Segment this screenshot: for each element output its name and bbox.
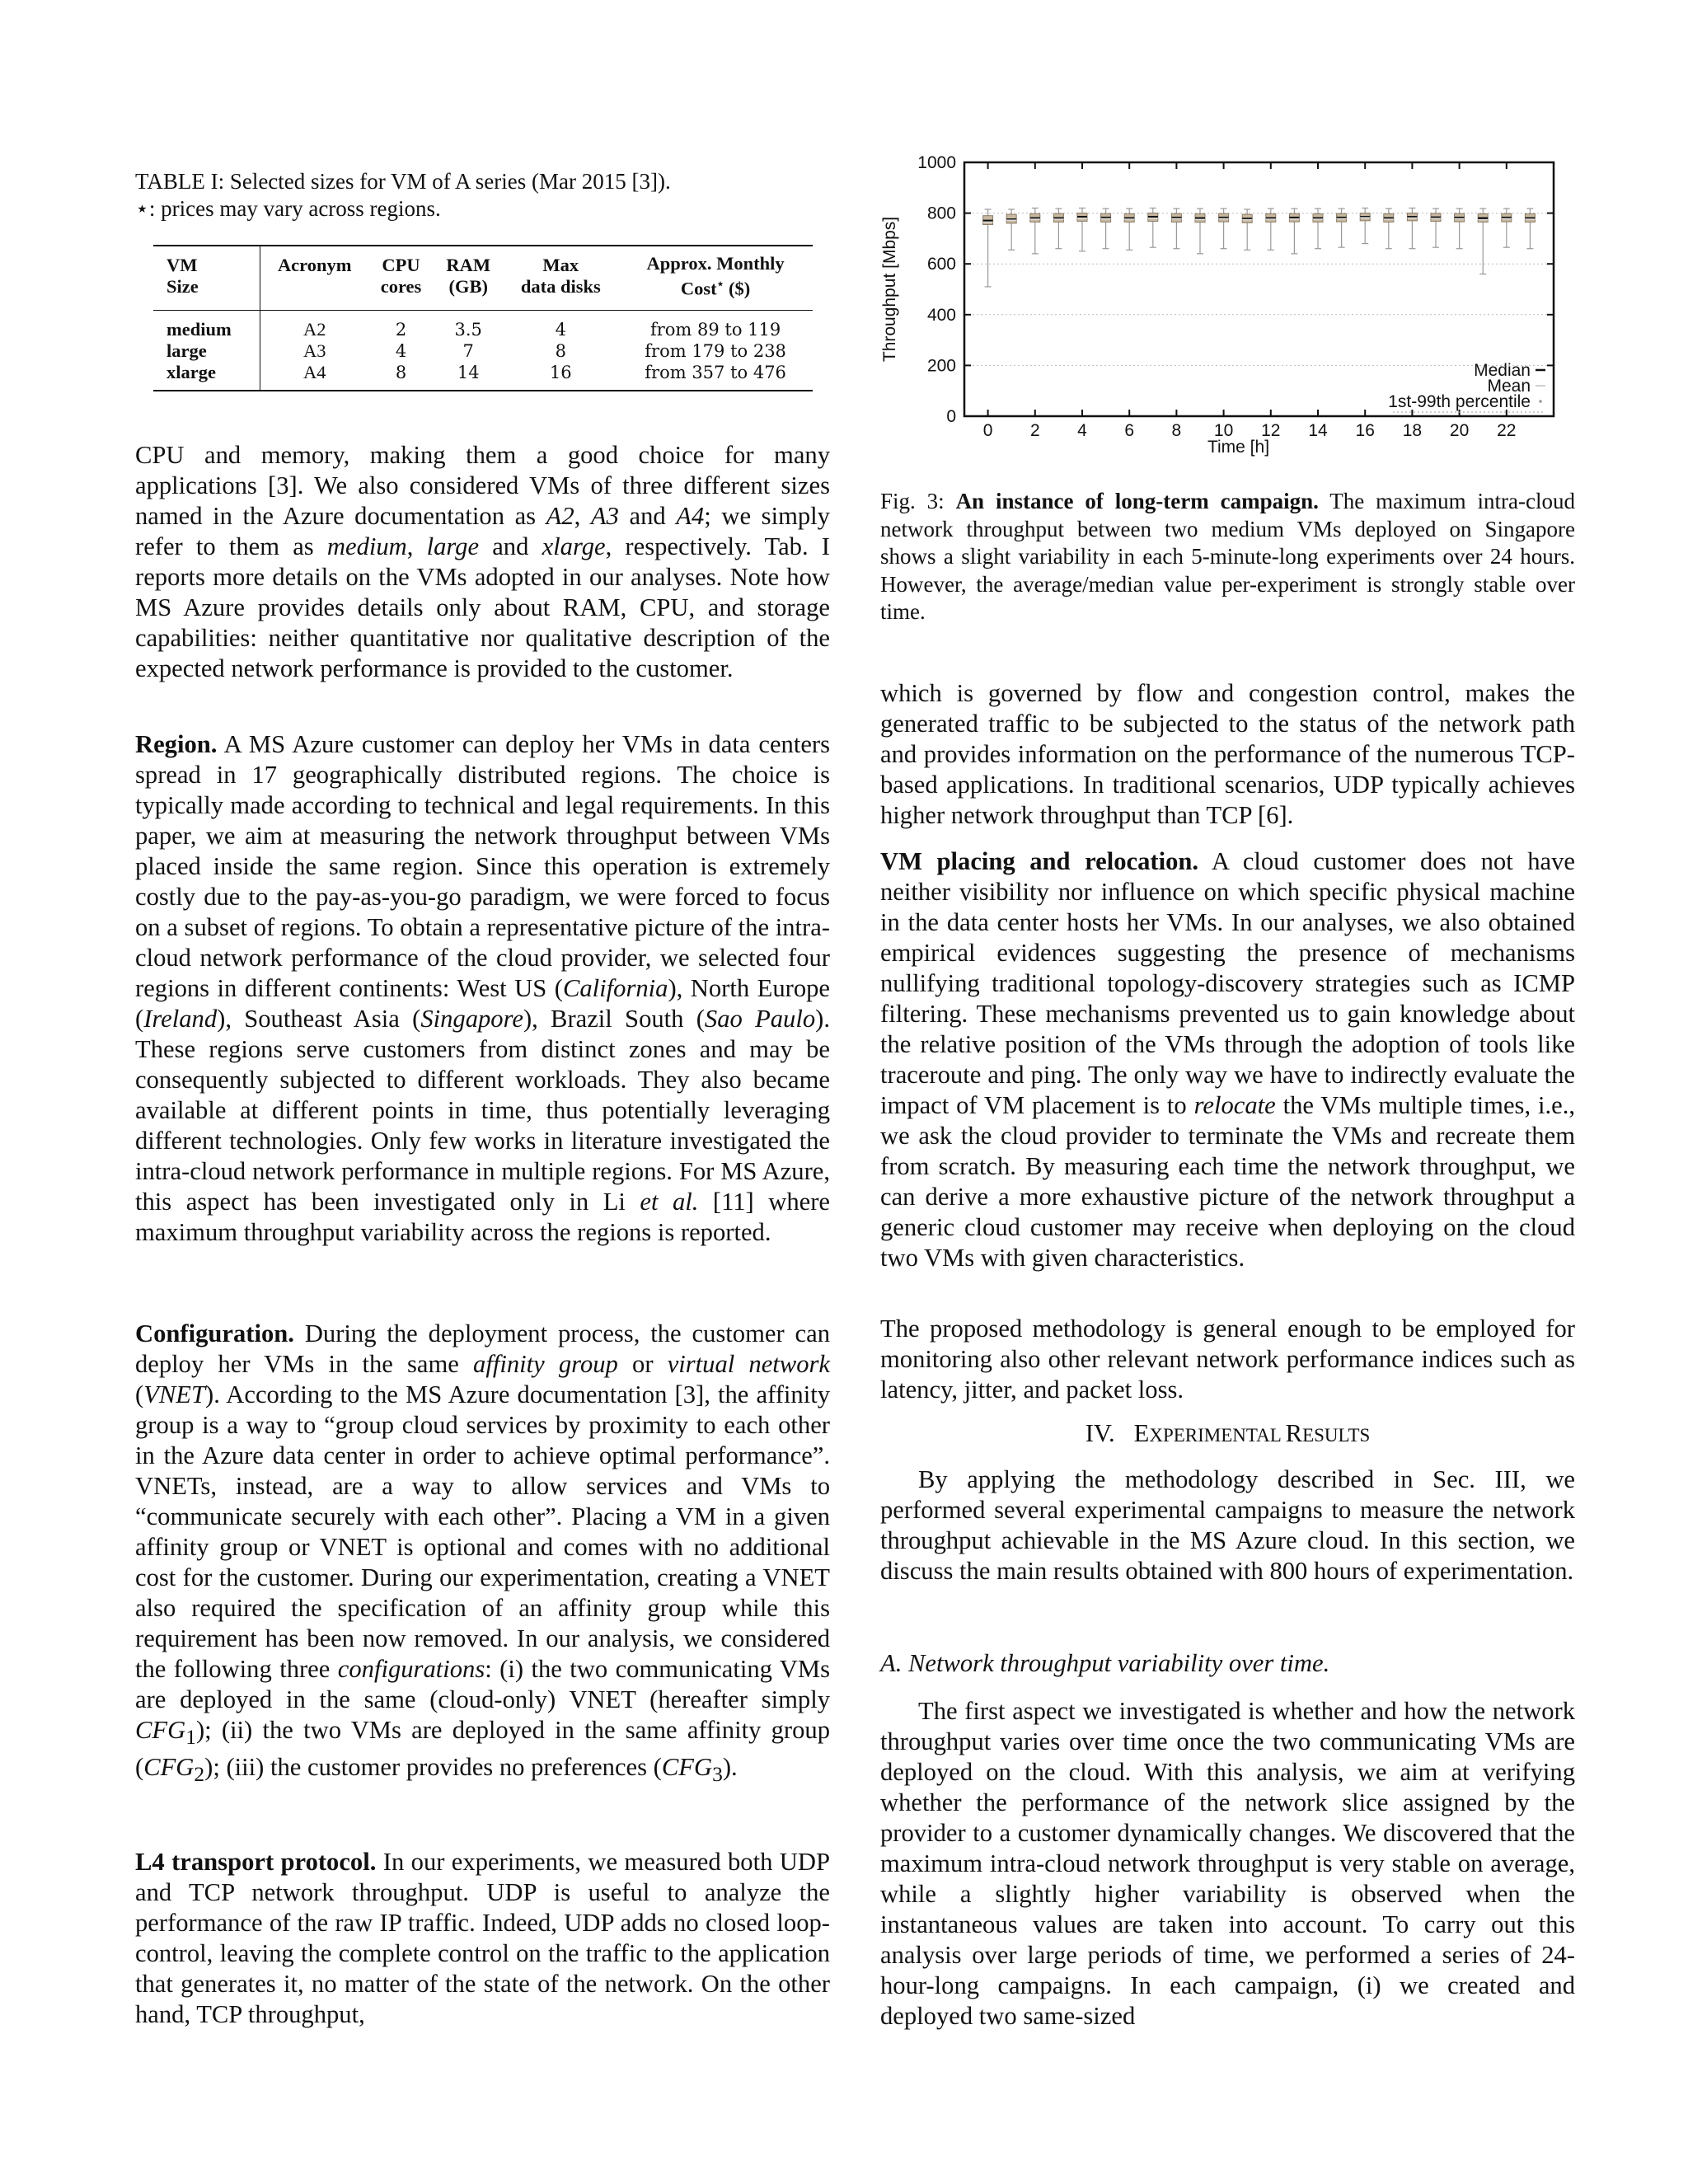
figure-3-caption: Fig. 3: An instance of long-term campaign. The maximum intra-cloud network throughput between two medium VMs deployed on Singapore shows a slight variability in each 5-minute-long experiments over 24 hours. However, the average/median value per-experiment is strongly stable over time.	[880, 489, 1575, 624]
cell-disks: 8	[555, 340, 566, 361]
paragraph-configuration: Configuration. During the deployment process, the customer can deploy her VMs in the same affinity group or virtual network (VNET). According to the MS Azure documentation [3], the affinity group is a way to “group cloud services by proximity to each other in the Azure data center in order to achieve optimal performance”. VNETs, instead, are a way to allow services and VMs to “communicate securely with each other”. Placing a VM in a given affinity group or VNET is optional and comes with no additional cost for the customer. During our experimentation, creating a VNET also required the specification of an affinity group while this requirement has been now removed. In our analysis, we considered the following three configurations: (i) the two communicating VMs are deployed in the same (cloud-only) VNET (hereafter simply $CFG_1$); (ii) the two VMs are deployed in the same affinity group $(CFG_2)$; (iii) the customer provides no preferences $(CFG_3)$.	[135, 1319, 830, 1787]
cell-disks: 16	[549, 362, 572, 382]
th-max-disks: Max data disks	[520, 255, 601, 298]
x-tick-label: 2	[1029, 421, 1040, 440]
y-tick-label: 200	[926, 356, 956, 376]
table-row	[153, 310, 813, 340]
th-vm-size: VM Size	[153, 246, 260, 310]
y-tick-label: 800	[926, 204, 956, 223]
configuration-heading: Configuration.	[135, 1319, 294, 1347]
x-tick-label: 22	[1497, 421, 1517, 440]
cell-cpu: 2	[395, 319, 407, 340]
plot-frame	[964, 162, 1554, 416]
paragraph-methodology: The proposed methodology is general enough to be employed for monitoring also other relevant network performance indices such as latency, jitter, and packet loss.	[880, 1315, 1575, 1404]
th-cpu: CPU cores	[380, 255, 422, 298]
vm-placing-heading: VM placing and relocation.	[880, 847, 1199, 875]
legend-label: 1st-99th percentile	[1388, 392, 1531, 411]
th-ram: RAM (GB)	[446, 255, 491, 298]
cell-size: large	[153, 340, 260, 362]
x-tick-label: 6	[1124, 421, 1135, 440]
y-tick-label: 400	[926, 305, 956, 325]
paragraph-variability: The first aspect we investigated is whether and how the network throughput varies over time once the two communicating VMs are deployed on the cloud. With this analysis, we aim at verifying whether the performance of the network slice assigned by the provider to a customer dynamically changes. We discovered that the maximum intra-cloud network throughput is very stable on average, while a slightly higher variability is observed when the instantaneous values are taken into account. To carry out this analysis over large periods of time, we performed a series of 24-hour-long campaigns. In each campaign, (i) we created and deployed two same-sized	[880, 1697, 1575, 2030]
legend-label: Median	[1474, 361, 1531, 380]
x-tick-label: 10	[1213, 421, 1234, 440]
paragraph-vm-placing: VM placing and relocation. A cloud customer does not have neither visibility nor influence on which specific physical machine in the data center hosts her VMs. In our analyses, we also obtained empirical evidences suggesting the presence of mechanisms nullifying traditional topology-discovery strategies such as ICMP filtering. These mechanisms prevented us to gain knowledge about the relative position of the VMs through the adoption of tools like traceroute and ping. The only way we have to indirectly evaluate the impact of VM placement is to relocate the VMs multiple times, i.e., we ask the cloud provider to terminate the VMs and recreate them from scratch. By measuring each time the network throughput, we can derive a more exhaustive picture of the network throughput a generic cloud customer may receive when deploying on the cloud two VMs with given characteristics.	[880, 847, 1575, 1272]
legend-label: Mean	[1487, 377, 1531, 396]
throughput-boxplot	[874, 148, 1574, 462]
cell-disks: 4	[555, 319, 566, 340]
cell-cost: from 89 to 119	[649, 319, 781, 340]
x-tick-label: 4	[1077, 421, 1087, 440]
table-caption	[135, 168, 830, 223]
legend-swatch	[1539, 400, 1542, 403]
cell-ram: 3.5	[454, 319, 482, 340]
table-caption-line1: TABLE I: Selected sizes for VM of A series (Mar 2015 [3]).	[135, 169, 671, 194]
cell-acronym: A2	[302, 318, 326, 340]
paragraph-vm-sizes: CPU and memory, making them a good choice for many applications [3]. We also considered VMs of three different sizes named in the Azure documentation as A2, A3 and A4; we simply refer to them as medium, large and xlarge, respectively. Tab. I reports more details on the VMs adopted in our analyses. Note how MS Azure provides details only about RAM, CPU, and storage capabilities: neither quantitative nor qualitative description of the expected network performance is provided to the customer.	[135, 441, 830, 682]
th-acronym: Acronym	[277, 255, 352, 276]
x-tick-label: 8	[1171, 421, 1182, 440]
cell-size: medium	[153, 310, 260, 340]
subsection-heading-a: A. Network throughput variability over time.	[880, 1649, 1330, 1677]
section-heading-iv: IV. EXPERIMENTAL RESULTS	[1085, 1419, 1371, 1447]
paragraph-region: Region. A MS Azure customer can deploy her VMs in data centers spread in 17 geographically distributed regions. The choice is typically made according to technical and legal requirements. In this paper, we aim at measuring the network throughput between VMs placed inside the same region. Since this operation is extremely costly due to the pay-as-you-go paradigm, we were forced to focus on a subset of regions. To obtain a representative picture of the intra-cloud network performance of the cloud provider, we selected four regions in different continents: West US (California), North Europe (Ireland), Southeast Asia (Singapore), Brazil South (Sao Paulo). These regions serve customers from distinct zones and may be consequently subjected to different workloads. They also became available at different points in time, thus potentially leveraging different technologies. Only few works in literature investigated the intra-cloud network performance in multiple regions. For MS Azure, this aspect has been investigated only in Li et al. [11] where maximum throughput variability across the regions is reported.	[135, 730, 831, 1246]
cell-ram: 14	[457, 362, 480, 382]
y-tick-label: 0	[946, 407, 956, 426]
x-tick-label: 20	[1449, 421, 1470, 440]
y-axis-label: Throughput [Mbps]	[880, 216, 899, 363]
figure-3-chart	[874, 148, 1574, 462]
table-row	[153, 362, 813, 391]
table-header-row	[153, 246, 813, 310]
paragraph-l4-protocol: L4 transport protocol. In our experiments, we measured both UDP and TCP network throughput. UDP is useful to analyze the performance of the raw IP traffic. Indeed, UDP adds no closed loop-control, leaving the complete control on the traffic to the application that generates it, no matter of the state of the network. On the other hand, TCP throughput,	[135, 1848, 830, 2028]
paragraph-tcp: which is governed by flow and congestion control, makes the generated traffic to be subjected to the status of the network path and provides information on the performance of the numerous TCP-based applications. In traditional scenarios, UDP typically achieves higher network throughput than TCP [6].	[880, 679, 1575, 829]
x-tick-label: 14	[1308, 421, 1328, 440]
cell-acronym: A4	[302, 361, 326, 382]
y-tick-label: 600	[926, 255, 956, 274]
l4-heading: L4 transport protocol.	[135, 1848, 377, 1876]
table-row	[153, 340, 813, 362]
x-tick-label: 18	[1402, 421, 1423, 440]
paragraph-section-iv: By applying the methodology described in Sec. III, we performed several experimental campaigns to measure the network throughput achievable in the MS Azure cloud. In this section, we discuss the main results obtained with 800 hours of experimentation.	[880, 1465, 1575, 1585]
cell-ram: 7	[462, 340, 474, 361]
x-tick-label: 12	[1261, 421, 1281, 440]
th-cost: Approx. Monthly Cost⋆ ($)	[646, 253, 785, 299]
cell-cost: from 357 to 476	[645, 362, 786, 382]
cell-acronym: A3	[302, 340, 326, 361]
cell-cpu: 4	[395, 340, 407, 361]
x-tick-label: 0	[982, 421, 993, 440]
x-tick-label: 16	[1355, 421, 1375, 440]
vm-sizes-table	[153, 245, 813, 391]
y-tick-label: 1000	[917, 153, 956, 172]
cell-cost: from 179 to 238	[645, 340, 786, 361]
table-caption-line2: ⋆: prices may vary across regions.	[135, 196, 441, 221]
cell-cpu: 8	[395, 362, 407, 382]
cell-size: xlarge	[153, 362, 260, 391]
region-heading: Region.	[135, 730, 218, 758]
x-axis-label: Time [h]	[1207, 438, 1270, 457]
